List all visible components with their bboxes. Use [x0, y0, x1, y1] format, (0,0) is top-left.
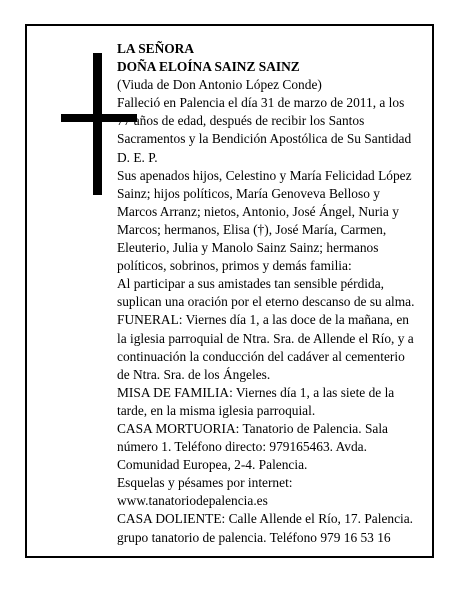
- text-line: Sus apenados hijos, Celestino y María Felicidad López: [117, 167, 412, 183]
- cross-vertical-bar: [93, 53, 102, 195]
- text-line: Al participar a sus amistades tan sensible pérdida,: [117, 276, 384, 292]
- text-line: Marcos; hermanos, Elisa (†), José María, Carmen,: [117, 221, 387, 237]
- text-line: número 1. Teléfono directo: 979165463. Avda.: [117, 439, 367, 455]
- text-line: Sainz; hijos políticos, María Genoveva Belloso y: [117, 185, 380, 201]
- obituary-frame: [25, 24, 434, 558]
- text-line: 77 años de edad, después de recibir los Santos: [117, 113, 365, 129]
- text-line: Eleuterio, Julia y Manolo Sainz Sainz; hermanos: [117, 240, 379, 256]
- text-line: Esquelas y pésames por internet:: [117, 475, 293, 491]
- text-line: grupo tanatorio de palencia. Teléfono 979 16 53 16: [117, 529, 391, 545]
- text-line: la iglesia parroquial de Ntra. Sra. de Allende el Río, y a: [117, 330, 414, 346]
- text-line: continuación la conducción del cadáver al cementerio: [117, 348, 405, 364]
- text-line: de Ntra. Sra. de los Ángeles.: [117, 366, 271, 382]
- text-line: FUNERAL: Viernes día 1, a las doce de la mañana, en: [117, 312, 409, 328]
- text-line: CASA MORTUORIA: Tanatorio de Palencia. Sala: [117, 420, 388, 436]
- text-line: (Viuda de Don Antonio López Conde): [117, 77, 322, 93]
- text-line: Sacramentos y la Bendición Apostólica de Su Santidad: [117, 131, 412, 147]
- text-line: políticos, sobrinos, primos y demás familia:: [117, 258, 352, 274]
- text-line: MISA DE FAMILIA: Viernes día 1, a las siete de la: [117, 384, 395, 400]
- text-line: suplican una oración por el eterno descanso de su alma.: [117, 294, 415, 310]
- text-line: Comunidad Europea, 2-4. Palencia.: [117, 457, 308, 473]
- text-line: Marcos Arranz; nietos, Antonio, José Ángel, Nuria y: [117, 203, 399, 219]
- text-line: tarde, en la misma iglesia parroquial.: [117, 402, 316, 418]
- text-line: Falleció en Palencia el día 31 de marzo de 2011, a los: [117, 95, 405, 111]
- text-line: D. E. P.: [117, 149, 158, 165]
- text-line: CASA DOLIENTE: Calle Allende el Río, 17. Palencia.: [117, 511, 414, 527]
- website-link[interactable]: www.tanatoriodepalencia.es: [117, 493, 268, 509]
- deceased-name: DOÑA ELOÍNA SAINZ SAINZ: [117, 59, 300, 75]
- notice-title: LA SEÑORA: [117, 41, 195, 56]
- obituary-text: [117, 40, 425, 547]
